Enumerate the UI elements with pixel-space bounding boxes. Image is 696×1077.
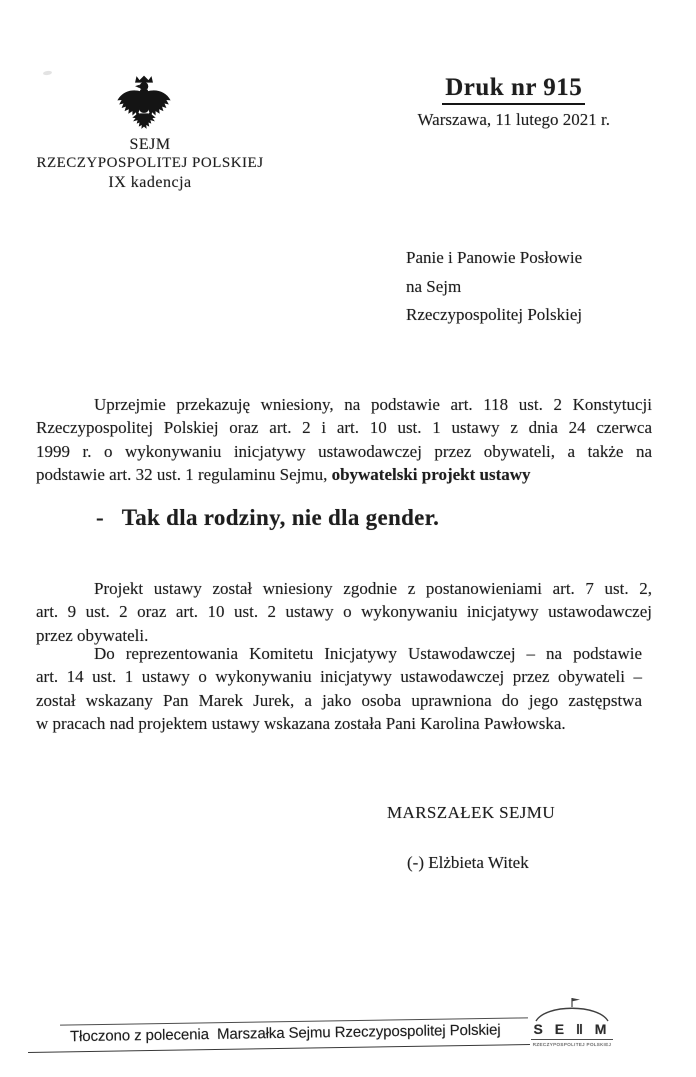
paragraph-line: Do reprezentowania Komitetu Inicjatywy Ustawodawczej – na podstawie	[94, 644, 642, 663]
addressee-line: Rzeczypospolitej Polskiej	[406, 305, 583, 324]
bold-phrase: obywatelski projekt ustawy	[331, 464, 531, 484]
addressee-line: na Sejm	[406, 276, 462, 296]
sejm-logo-caption: RZECZYPOSPOLITEJ POLSKIEJ	[532, 1041, 612, 1047]
institution-subtitle: RZECZYPOSPOLITEJ POLSKIEJ	[36, 155, 264, 171]
body-paragraph-3	[36, 642, 642, 735]
paragraph-line: Uprzejmie przekazuję wniesiony, na podstawie art. 118 ust. 2 Konstytucji	[94, 395, 652, 414]
signature-role: MARSZAŁEK SEJMU	[387, 803, 555, 822]
scan-smudge	[43, 70, 52, 75]
paragraph-line: art. 14 ust. 1 ustawy o wykonywaniu inicjatywy ustawodawczej przez obywateli –	[36, 667, 642, 687]
addressee-line: Panie i Panowie Posłowie	[406, 248, 583, 267]
print-note: Tłoczono z polecenia Marszałka Sejmu Rzeczypospolitej Polskiej	[69, 1021, 501, 1046]
bill-title: - Tak dla rodziny, nie dla gender.	[96, 505, 440, 530]
paragraph-line: art. 9 ust. 2 oraz art. 10 ust. 2 ustawy o wykonywaniu inicjatywy ustawodawczej	[36, 602, 652, 622]
print-number: Druk nr 915	[442, 74, 585, 105]
paragraph-line: Rzeczypospolitej Polskiej oraz art. 2 i art. 10 ust. 1 ustawy z dnia 24 czerwca	[36, 418, 652, 438]
paragraph-line: Projekt ustawy został wniesiony zgodnie z postanowieniami art. 7 ust. 2,	[94, 579, 652, 598]
place-and-date: Warszawa, 11 lutego 2021 r.	[417, 110, 610, 129]
paragraph-line: przez obywateli.	[36, 625, 149, 645]
signature-name: (-) Elżbieta Witek	[407, 853, 529, 872]
polish-eagle-emblem-icon	[116, 74, 172, 136]
institution-term: IX kadencja	[108, 174, 192, 191]
footer-rule-bottom	[28, 1044, 530, 1053]
paragraph-line: został wskazany Pan Marek Jurek, a jako osoba uprawniona do jego zastępstwa	[36, 690, 642, 710]
sejm-logo	[531, 996, 613, 1047]
sejm-logo-letters: S E ‖ M	[531, 1022, 613, 1040]
body-paragraph-2	[36, 577, 652, 647]
paragraph-line: w pracach nad projektem ustawy wskazana została Pani Karolina Pawłowska.	[36, 713, 566, 733]
body-paragraph-1	[36, 393, 652, 486]
institution-name: SEJM	[129, 136, 171, 153]
paragraph-line	[36, 463, 652, 486]
paragraph-line: 1999 r. o wykonywaniu inicjatywy ustawodawczej przez obywateli, a także na	[36, 441, 652, 461]
addressee-block	[406, 244, 582, 330]
sejm-dome-icon	[531, 996, 613, 1022]
print-header	[417, 74, 610, 130]
paragraph-text: podstawie art. 32 ust. 1 regulaminu Sejmu,	[36, 464, 332, 484]
